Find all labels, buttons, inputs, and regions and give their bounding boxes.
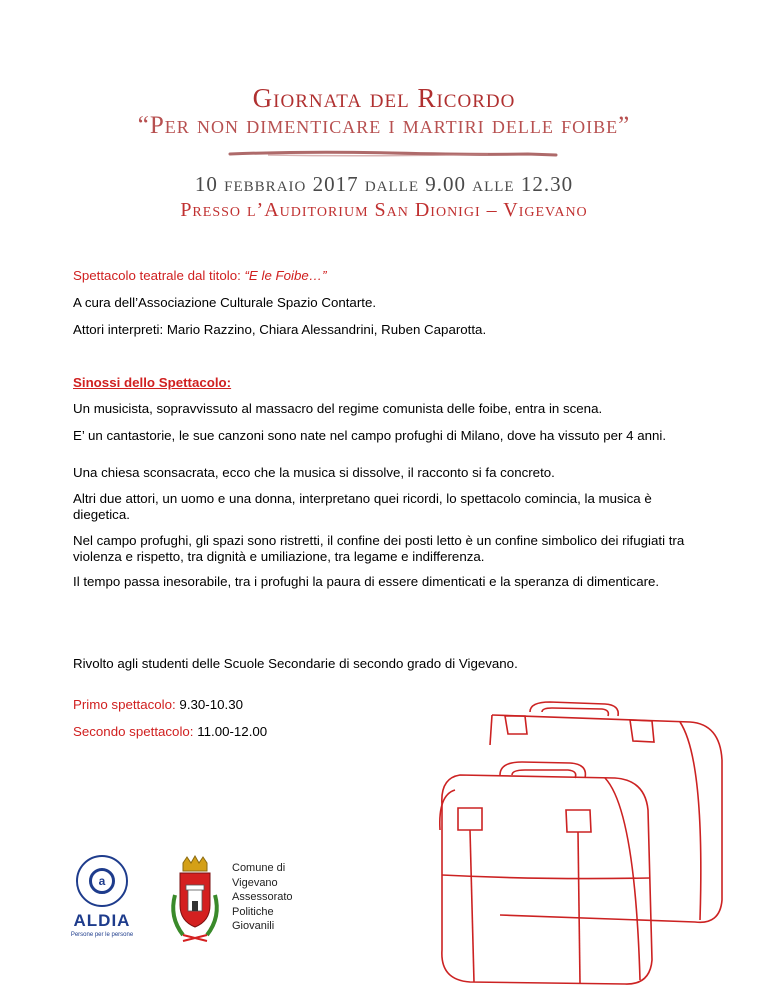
suitcases-illustration	[430, 700, 740, 990]
aldia-emblem-icon: a	[76, 855, 128, 907]
synopsis-paragraph: Il tempo passa inesorabile, tra i profughi la paura di essere dimenticati e la speranza di dimenticare.	[73, 574, 660, 589]
aldia-tagline: Persone per le persone	[70, 932, 134, 938]
synopsis-paragraph: E’ un cantastorie, le sue canzoni sono nate nel campo profughi di Milano, dove ha vissuto per 4 anni.	[73, 428, 667, 443]
schedule-second-time: 11.00-12.00	[193, 724, 268, 739]
header	[0, 84, 768, 140]
event-venue: Presso l’Auditorium San Dionigi – Vigevano	[180, 199, 588, 221]
audience-note: Rivolto agli studenti delle Scuole Secondarie di secondo grado di Vigevano.	[73, 656, 518, 671]
show-title-prefix: Spettacolo teatrale dal titolo:	[73, 268, 245, 283]
event-date: 10 febbraio 2017 dalle 9.00 alle 12.30	[194, 172, 574, 196]
synopsis-paragraph: Nel campo profughi, gli spazi sono ristretti, il confine dei posti letto è un confine simbolico dei rifugiati tra violenza e rispetto, tra dignità e umiliazione, tra legame e indifferenza.	[73, 533, 685, 564]
show-organizer: A cura dell’Associazione Culturale Spazio Contarte.	[73, 295, 377, 310]
comune-line: Vigevano	[232, 876, 278, 889]
show-actors: Attori interpreti: Mario Razzino, Chiara Alessandrini, Ruben Caparotta.	[73, 322, 487, 337]
show-title: “E le Foibe…”	[244, 268, 327, 283]
page-title: Giornata del Ricordo	[252, 83, 516, 113]
aldia-name: ALDIA	[73, 911, 131, 930]
synopsis-paragraph: Una chiesa sconsacrata, ecco che la musica si dissolve, il racconto si fa concreto.	[73, 465, 555, 480]
comune-line: Politiche	[232, 905, 274, 918]
comune-line: Giovanili	[232, 920, 275, 932]
schedule-second-label: Secondo spettacolo:	[73, 724, 194, 739]
brush-divider	[228, 149, 558, 159]
show-title-line	[73, 268, 703, 284]
schedule-first-label: Primo spettacolo:	[73, 697, 176, 712]
comune-line: Assessorato	[232, 891, 293, 903]
synopsis-heading: Sinossi dello Spettacolo:	[73, 375, 232, 390]
page-subtitle: “Per non dimenticare i martiri delle foibe”	[137, 112, 631, 139]
comune-line: Comune di	[232, 862, 286, 874]
schedule-first-time: 9.30-10.30	[175, 697, 244, 712]
comune-label	[232, 861, 293, 934]
synopsis-paragraph: Un musicista, sopravvissuto al massacro del regime comunista delle foibe, entra in scena.	[73, 401, 603, 416]
synopsis-paragraph: Altri due attori, un uomo e una donna, interpretano quei ricordi, lo spettacolo comincia, la musica è diegetica.	[73, 491, 652, 522]
vigevano-crest-icon	[165, 855, 225, 945]
aldia-logo	[62, 855, 142, 945]
